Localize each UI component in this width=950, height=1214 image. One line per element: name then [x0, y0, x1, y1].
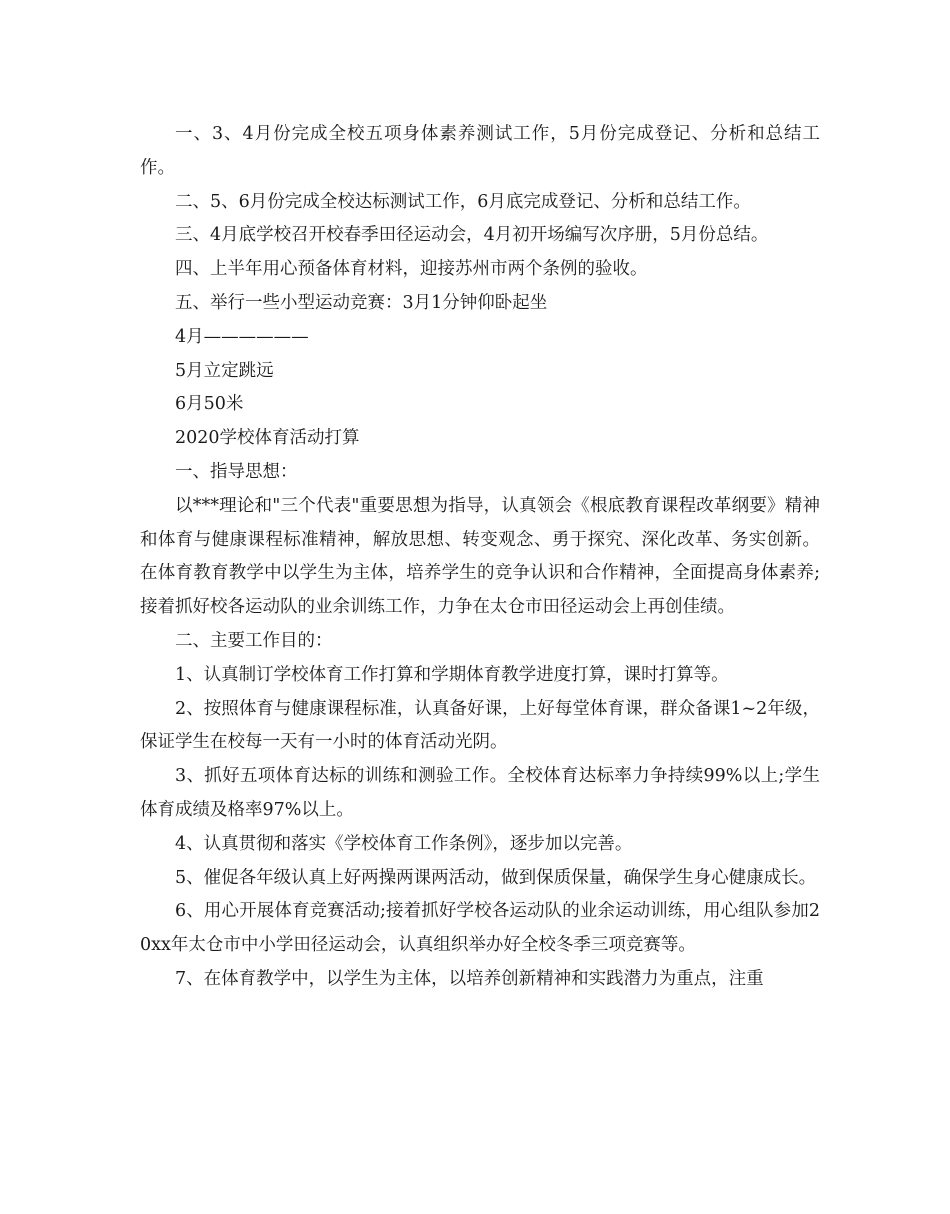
paragraph-plan-5: 五、举行一些小型运动竞赛：3月1分钟仰卧起坐 — [175, 292, 548, 313]
paragraph-goal-1: 1、认真制订学校体育工作打算和学期体育教学进度打算，课时打算等。 — [175, 664, 729, 685]
paragraph-goal-5: 5、催促各年级认真上好两操两课两活动，做到保质保量，确保学生身心健康成长。 — [175, 867, 817, 888]
paragraph-goal-2: 2、按照体育与健康课程标准，认真备好课，上好每堂体育课，群众备课1~2年级，保证学生在校每一天有一小时的体育活动光阴。 — [140, 698, 820, 753]
section-title: 2020学校体育活动打算 — [175, 428, 360, 449]
paragraph-guiding-thought: 以***理论和"三个代表"重要思想为指导，认真领会《根底教育课程改革纲要》精神和体育与健康课程标准精神，解放思想、转变观念、勇于探究、深化改革、务实创新。在体育教育教学中以学生为主体，培养学生的竞争认识和合作精神，全面提高身体素养;接着抓好校各运动队的业余训练工作，力争在太仓市田径运动会上再创佳绩。 — [140, 495, 820, 618]
paragraph-goal-3: 3、抓好五项体育达标的训练和测验工作。全校体育达标率力争持续99%以上;学生体育成绩及格率97%以上。 — [140, 766, 820, 820]
document-body — [140, 118, 820, 997]
paragraph-plan-4: 四、上半年用心预备体育材料，迎接苏州市两个条例的验收。 — [175, 259, 648, 280]
paragraph-plan-1: 一、3、4月份完成全校五项身体素养测试工作，5月份完成登记、分析和总结工作。 — [140, 124, 820, 178]
paragraph-may: 5月立定跳远 — [175, 360, 274, 381]
heading-guiding-thought: 一、指导思想： — [175, 461, 298, 482]
heading-main-goals: 二、主要工作目的： — [175, 630, 333, 651]
paragraph-april: 4月—————— — [175, 326, 309, 347]
paragraph-plan-3: 三、4月底学校召开校春季田径运动会，4月初开场编写次序册，5月份总结。 — [175, 225, 769, 246]
paragraph-goal-7: 7、在体育教学中，以学生为主体，以培养创新精神和实践潜力为重点，注重 — [175, 968, 764, 989]
paragraph-plan-2: 二、5、6月份完成全校达标测试工作，6月底完成登记、分析和总结工作。 — [175, 191, 751, 212]
paragraph-goal-4: 4、认真贯彻和落实《学校体育工作条例》，逐步加以完善。 — [175, 833, 633, 854]
paragraph-goal-6: 6、用心开展体育竞赛活动;接着抓好学校各运动队的业余运动训练，用心组队参加20xx年太仓市中小学田径运动会，认真组织举办好全校冬季三项竞赛等。 — [140, 901, 820, 956]
paragraph-june: 6月50米 — [175, 394, 244, 415]
